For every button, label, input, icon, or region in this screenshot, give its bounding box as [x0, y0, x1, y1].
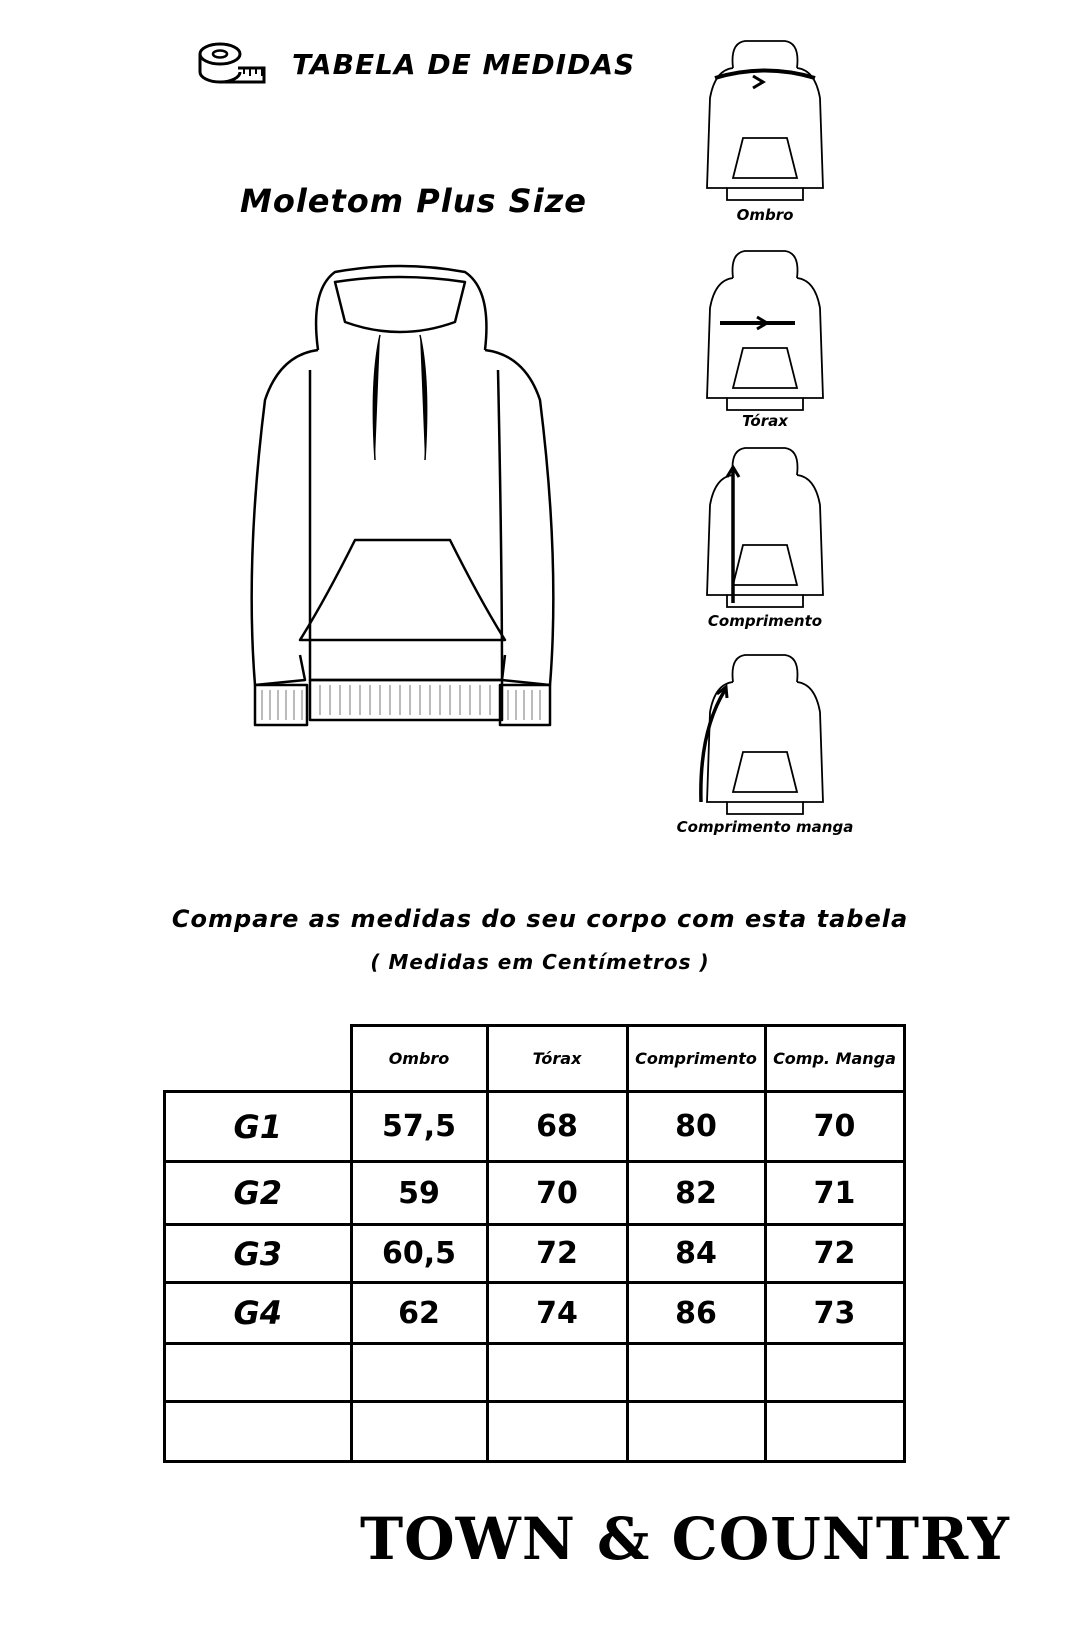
table-row: [165, 1162, 905, 1225]
table-cell: 80: [627, 1092, 765, 1162]
table-row-empty: [165, 1402, 905, 1462]
size-label: G2: [165, 1162, 352, 1225]
table-cell: 70: [765, 1092, 904, 1162]
hoodie-sleeve-guide: [705, 652, 825, 817]
table-cell: 74: [487, 1283, 627, 1344]
table-cell: 84: [627, 1225, 765, 1283]
table-cell: 73: [765, 1283, 904, 1344]
table-cell: [351, 1402, 487, 1462]
hoodie-shoulder-guide: [705, 38, 825, 203]
table-cell: 86: [627, 1283, 765, 1344]
column-header: Tórax: [487, 1026, 627, 1092]
hoodie-chest-guide: [705, 248, 825, 413]
hoodie-main-drawing: [240, 260, 590, 740]
table-cell: 68: [487, 1092, 627, 1162]
guide-label-comprimento: Comprimento: [707, 612, 823, 630]
table-row: [165, 1225, 905, 1283]
hoodie-length-guide: [705, 445, 825, 610]
table-row-empty: [165, 1344, 905, 1402]
table-cell: [627, 1344, 765, 1402]
table-cell: 70: [487, 1162, 627, 1225]
table-cell: [765, 1344, 904, 1402]
table-cell: [487, 1344, 627, 1402]
size-label: G4: [165, 1283, 352, 1344]
table-cell: [487, 1402, 627, 1462]
units-note: ( Medidas em Centímetros ): [370, 950, 710, 974]
page-title: TABELA DE MEDIDAS: [292, 48, 636, 81]
column-header: Ombro: [351, 1026, 487, 1092]
table-cell: 62: [351, 1283, 487, 1344]
table-cell: 82: [627, 1162, 765, 1225]
table-cell: [165, 1402, 352, 1462]
table-corner: [165, 1026, 352, 1092]
measuring-tape-icon: [198, 40, 268, 84]
guide-label-comprimento-manga: Comprimento manga: [676, 818, 854, 836]
table-row: [165, 1283, 905, 1344]
guide-label-ombro: Ombro: [736, 206, 794, 224]
table-cell: 72: [765, 1225, 904, 1283]
column-header: Comp. Manga: [765, 1026, 904, 1092]
table-cell: 71: [765, 1162, 904, 1225]
table-cell: 72: [487, 1225, 627, 1283]
size-label: G1: [165, 1092, 352, 1162]
table-cell: 57,5: [351, 1092, 487, 1162]
table-cell: 60,5: [351, 1225, 487, 1283]
table-cell: 59: [351, 1162, 487, 1225]
table-row: [165, 1092, 905, 1162]
size-label: G3: [165, 1225, 352, 1283]
product-subtitle: Moletom Plus Size: [240, 182, 587, 220]
table-cell: [351, 1344, 487, 1402]
table-cell: [627, 1402, 765, 1462]
brand-logo: TOWN & COUNTRY: [360, 1505, 1010, 1573]
column-header: Comprimento: [627, 1026, 765, 1092]
table-cell: [165, 1344, 352, 1402]
table-header-row: [165, 1026, 905, 1092]
compare-instruction: Compare as medidas do seu corpo com esta tabela: [171, 905, 909, 933]
table-cell: [765, 1402, 904, 1462]
guide-label-torax: Tórax: [742, 412, 788, 430]
size-table: [163, 1024, 906, 1463]
